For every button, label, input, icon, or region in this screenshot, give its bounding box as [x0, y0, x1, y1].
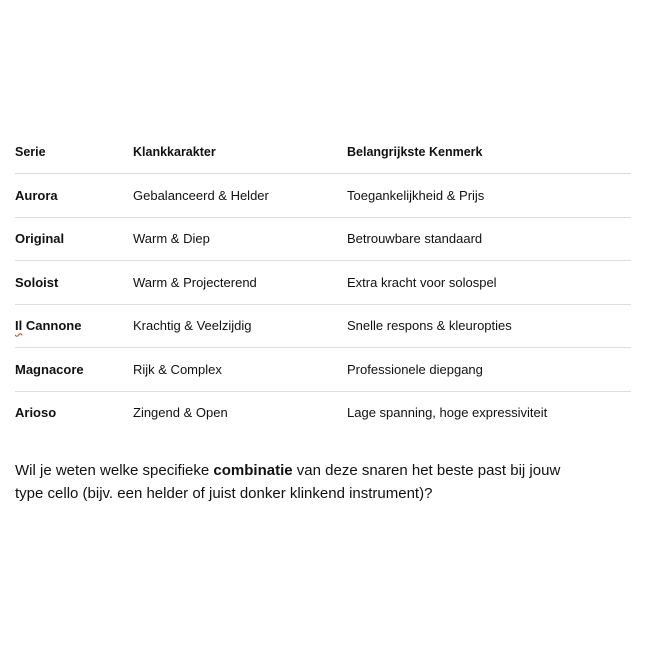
- spellcheck-marked-word[interactable]: Il: [15, 318, 23, 334]
- table-row: [15, 217, 631, 261]
- sound-character: Warm & Diep: [133, 217, 347, 261]
- series-name: [15, 261, 133, 305]
- table-row: [15, 391, 631, 434]
- series-name: [15, 217, 133, 261]
- key-feature: Extra kracht voor solospel: [347, 261, 631, 305]
- sound-character: Warm & Projecterend: [133, 261, 347, 305]
- header-belangrijkste-kenmerk: Belangrijkste Kenmerk: [347, 131, 631, 174]
- closing-text-before: Wil je weten welke specifieke: [15, 462, 214, 479]
- table-header-row: [15, 131, 631, 174]
- series-name: [15, 174, 133, 218]
- sound-character: Gebalanceerd & Helder: [133, 174, 347, 218]
- series-name-text: Magnacore: [15, 361, 84, 377]
- series-name: [15, 391, 133, 434]
- header-serie: Serie: [15, 131, 133, 174]
- series-name-text: Arioso: [15, 405, 57, 421]
- document-body: [15, 131, 631, 505]
- series-name-text: Aurora: [15, 187, 58, 203]
- table-row: [15, 304, 631, 348]
- table-row: [15, 348, 631, 392]
- key-feature: Betrouwbare standaard: [347, 217, 631, 261]
- series-name: [15, 304, 133, 348]
- header-klankkarakter: Klankkarakter: [133, 131, 347, 174]
- table-row: [15, 261, 631, 305]
- key-feature: Snelle respons & kleuropties: [347, 304, 631, 348]
- series-name-text: Soloist: [15, 274, 59, 290]
- series-name: [15, 348, 133, 392]
- key-feature: Toegankelijkheid & Prijs: [347, 174, 631, 218]
- sound-character: Rijk & Complex: [133, 348, 347, 392]
- series-name-text: Cannone: [22, 318, 82, 334]
- closing-question: [15, 459, 585, 505]
- key-feature: Professionele diepgang: [347, 348, 631, 392]
- key-feature: Lage spanning, hoge expressiviteit: [347, 405, 548, 421]
- closing-bold-word: combinatie: [213, 462, 293, 479]
- sound-character: Krachtig & Veelzijdig: [133, 304, 347, 348]
- table-row: [15, 174, 631, 218]
- string-series-table: [15, 131, 631, 434]
- series-name-text: Original: [15, 231, 65, 247]
- closing-text-after: van deze snaren het beste past bij jouw type cello (bijv. een helder of juist donker klinkend instrument)?: [15, 462, 561, 502]
- sound-character: Zingend & Open: [133, 405, 228, 421]
